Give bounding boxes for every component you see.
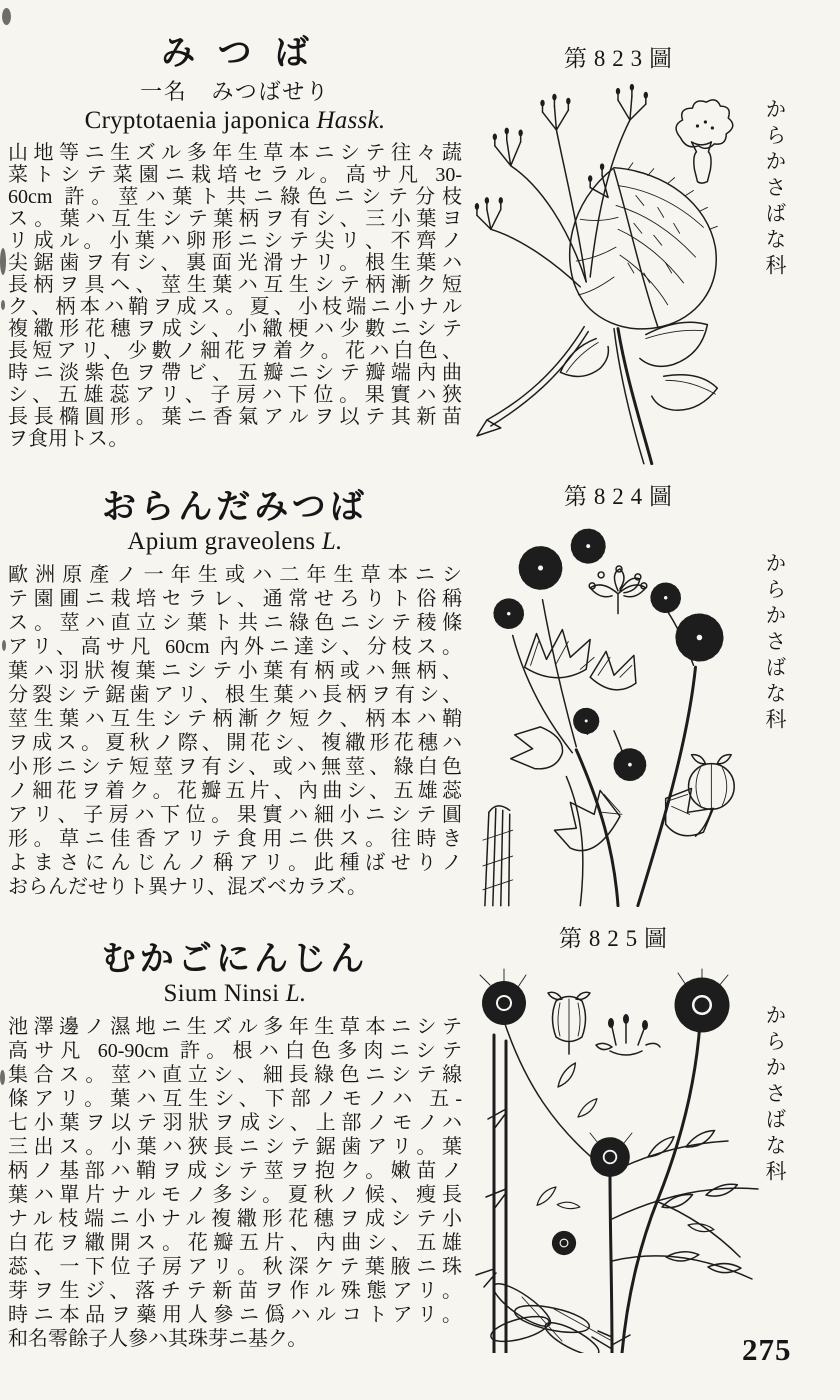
entry-title: みつば (161, 35, 332, 72)
figure-caption: 第824圖 (563, 484, 679, 509)
body-text-line: 高サ凡 60-90cm 許。根ハ白色多肉ニシテ (8, 1040, 462, 1063)
body-text-line: リ成ル。小葉ハ卵形ニシテ尖リ、不齊ノ (8, 230, 462, 253)
latin-author: Hassk. (316, 107, 386, 135)
body-text-line: 七小葉ヲ以テ羽狀ヲ成シ、上部ノモノハ (8, 1112, 462, 1135)
body-text-line: アリ、高サ凡 60cm 內外ニ達シ、分枝ス。 (8, 636, 462, 659)
figure-824 (468, 478, 768, 907)
entry-body (8, 1015, 462, 1351)
body-text-line: 葉ハ羽狀複葉ニシテ小葉有柄或ハ無柄、 (8, 660, 462, 683)
entry-alt-name: 一名 みつばせり (140, 79, 330, 105)
body-text-line: 莖生葉ハ互生シテ柄漸ク短ク、柄本ハ鞘 (8, 708, 462, 731)
entry-mitsuba (8, 34, 462, 450)
body-text-line: 小形ニシテ短莖ヲ有シ、或ハ無莖、綠白色 (8, 756, 462, 779)
body-text-line: 池澤邊ノ濕地ニ生ズル多年生草本ニシテ (8, 1016, 462, 1039)
latin-binomial: Cryptotaenia japonica (84, 107, 310, 135)
body-text-line: 長長橢圓形。葉ニ香氣アルヲ以テ其新苗 (8, 406, 462, 429)
body-text-line: 條アリ。葉ハ互生シ、下部ノモノハ 五- (8, 1088, 462, 1111)
body-text-line: 蕊、一下位子房アリ。秋深ケテ葉腋ニ珠 (8, 1256, 462, 1279)
flower-umbel-detail (589, 566, 647, 614)
latin-author: L. (321, 528, 343, 556)
figure-825-illustration (460, 957, 766, 1353)
entry-body (8, 142, 462, 450)
entry-title: むかごにんじん (101, 941, 369, 978)
entry-title: おらんだみつば (102, 489, 368, 526)
family-label-vertical: からかさばな科 (763, 1004, 787, 1186)
body-text-line: 歐洲原產ノ一年生或ハ二年生草本ニシ (8, 564, 462, 587)
body-text-line: 60cm 許。莖ハ葉ト共ニ綠色ニシテ分枝 (8, 186, 462, 209)
scan-artifact (0, 1070, 5, 1085)
scan-artifact (0, 248, 6, 275)
fruit-detail (689, 755, 735, 837)
body-text-line: 分裂シテ鋸歯アリ、根生葉ハ長柄ヲ有シ、 (8, 684, 462, 707)
body-text-line: 芽ヲ生ジ、落チテ新苗ヲ作ル殊態アリ。 (8, 1280, 462, 1303)
figure-823-illustration (469, 77, 767, 465)
body-text-line: 時ニ淡紫色ヲ帶ビ、五瓣ニシテ瓣端內曲 (8, 362, 462, 385)
scan-artifact (2, 8, 11, 25)
body-text-line: 三出ス。小葉ハ狹長ニシテ鋸歯アリ。葉 (8, 1136, 462, 1159)
entry-latin-name (8, 107, 462, 135)
latin-binomial: Apium graveolens (127, 528, 316, 556)
figure-823 (468, 40, 768, 465)
body-text-line: シ、五雄蕊アリ、子房ハ下位。果實ハ狹 (8, 384, 462, 407)
entry-oranda-mitsuba (8, 488, 462, 899)
scan-artifact (2, 640, 6, 651)
body-text-line: テ園圃ニ栽培セラレ、通常せろりト俗稱 (8, 588, 462, 611)
body-text-line: ヲ成ス。夏秋ノ際、開花シ、複繖形花穗ハ (8, 732, 462, 755)
entry-latin-name (8, 980, 462, 1008)
family-label-vertical: からかさばな科 (763, 552, 787, 734)
body-text-line: 形。草ニ佳香アリテ食用ニ供ス。往時き (8, 828, 462, 851)
body-text-line: 和名零餘子人參ハ其珠芽ニ基ク。 (8, 1328, 308, 1351)
figure-825 (460, 920, 766, 1353)
latin-author: L. (285, 980, 307, 1008)
dark-umbels (480, 969, 728, 1251)
family-label-vertical: からかさばな科 (763, 98, 787, 280)
flower-detail (676, 100, 733, 183)
body-text-line: ナル枝端ニ小ナル複繖形花穗ヲ成シテ小 (8, 1208, 462, 1231)
striated-stalk (483, 806, 513, 906)
body-text-line: 葉ハ單片ナルモノ多シ。夏秋ノ候、瘦長 (8, 1184, 462, 1207)
stems (513, 600, 696, 906)
body-text-line: ス。葉ハ互生シテ葉柄ヲ有シ、三小葉ヨ (8, 208, 462, 231)
body-text-line: 山地等ニ生ズル多年生草本ニシテ往々蔬 (8, 142, 462, 165)
entry-latin-name (8, 528, 462, 556)
body-text-line: 長短アリ、少數ノ細花ヲ着ク。花ハ白色、 (8, 340, 462, 363)
body-text-line: 時ニ本品ヲ藥用人參ニ僞ハルコトアリ。 (8, 1304, 462, 1327)
seed-capsule-detail (548, 992, 590, 1054)
body-text-line: アリ、子房ハ下位。果實ハ細小ニシテ圓 (8, 804, 462, 827)
body-text-line: ノ細花ヲ着ク。花瓣五片、內曲シ、五雄蕊 (8, 780, 462, 803)
body-text-line: ク、柄本ハ鞘ヲ成ス。夏、小枝端ニ小ナル (8, 296, 462, 319)
figure-824-illustration (469, 515, 767, 907)
body-text-line: 菜トシテ菜園ニ栽培セラル。高サ凡 30- (8, 164, 462, 187)
latin-binomial: Sium Ninsi (163, 980, 280, 1008)
entry-mukago-ninjin (8, 940, 462, 1351)
body-text-line: ヲ食用トス。 (8, 428, 129, 451)
figure-caption: 第825圖 (558, 926, 674, 951)
body-text-line: 白花ヲ繖開ス。花瓣五片、內曲シ、五雄 (8, 1232, 462, 1255)
stems (477, 327, 652, 464)
body-text-line: 集合ス。莖ハ直立シ、細長綠色ニシテ線 (8, 1064, 462, 1087)
body-text-line: 複繖形花穗ヲ成シ、小繖梗ハ少數ニシテ (8, 318, 462, 341)
body-text-line: よまさにんじんノ稱アリ。此種ばせりノ (8, 852, 462, 875)
body-text-line: ス。莖ハ直立シ葉ト共ニ綠色ニシテ稜條 (8, 612, 462, 635)
body-text-line: 柄ノ基部ハ鞘ヲ成シテ莖ヲ抱ク。嫩苗ノ (8, 1160, 462, 1183)
body-text-line: おらんだせりト異ナリ、混ズベカラズ。 (8, 876, 367, 899)
body-text-line: 尖鋸歯ヲ有シ、裏面光滑ナリ。根生葉ハ (8, 252, 462, 275)
entry-body (8, 563, 462, 899)
scan-artifact (1, 300, 5, 310)
page-number: 275 (742, 1332, 792, 1367)
figure-caption: 第823圖 (563, 46, 679, 71)
body-text-line: 長柄ヲ具ヘ、莖生葉ハ互生シテ柄漸ク短 (8, 274, 462, 297)
lower-leaflets (560, 322, 717, 410)
stamen-detail (596, 1014, 660, 1055)
